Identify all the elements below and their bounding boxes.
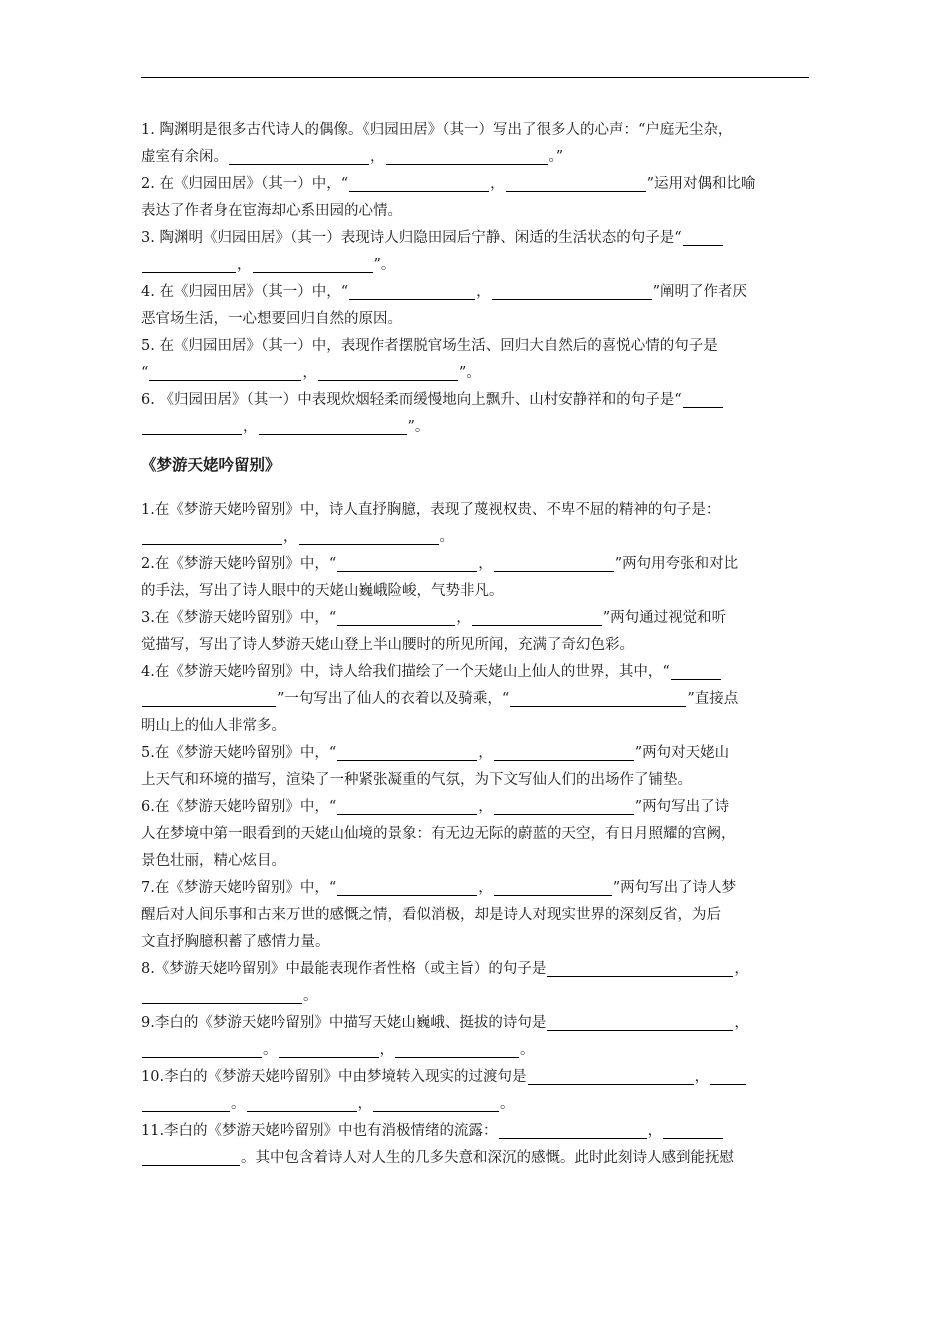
answer-blank[interactable]: [683, 231, 723, 246]
question-text: 1. 陶渊明是很多古代诗人的偶像。《归园田居》（其一）写出了很多人的心声：“户庭无尘杂，: [141, 122, 733, 138]
question-1-2: 2. 在《归园田居》（其一）中，“ ， ”运用对偶和比喻 表达了作者身在宦海却心系田园的心情。: [141, 176, 756, 219]
answer-blank[interactable]: [671, 665, 721, 680]
question-2-4: 4.在《梦游天姥吟留别》中，诗人给我们描绘了一个天姥山上仙人的世界，其中，“ ”一句写出了仙人的衣着以及骑乘，“ ”直接点 明山上的仙人非常多。: [141, 664, 739, 734]
header-rule: [141, 77, 809, 78]
question-2-3: 3.在《梦游天姥吟留别》中，“ ， ”两句通过视觉和听 觉描写，写出了诗人梦游天姥山登上半山腰时的所见所闻，充满了奇幻色彩。: [141, 610, 727, 653]
question-1-1: 1. 陶渊明是很多古代诗人的偶像。《归园田居》（其一）写出了很多人的心声：“户庭无尘杂， 虚室有余闲。 ， 。”: [141, 117, 809, 171]
question-2-11: 11.李白的《梦游天姥吟留别》中也有消极情绪的流露： ， 。其中包含着诗人对人生的几多失意和深沉的感慨。此时此刻诗人感到能抚慰: [141, 1123, 734, 1166]
question-2-9: 9.李白的《梦游天姥吟留别》中描写天姥山巍峨、挺拔的诗句是 ， 。 ， 。: [141, 1015, 749, 1058]
answer-blank[interactable]: [510, 692, 686, 707]
answer-blank[interactable]: [472, 611, 602, 626]
answer-blank[interactable]: [492, 285, 652, 300]
answer-blank[interactable]: [247, 1097, 357, 1112]
question-1-4: 4. 在《归园田居》（其一）中，“ ， ”阐明了作者厌 恶官场生活，一心想要回归自然的原因。: [141, 284, 748, 327]
question-2-1: 1.在《梦游天姥吟留别》中，诗人直抒胸臆，表现了蔑视权贵、不卑不屈的精神的句子是： ， 。: [141, 502, 721, 545]
answer-blank[interactable]: [337, 611, 455, 626]
answer-blank[interactable]: [494, 557, 614, 572]
answer-blank[interactable]: [337, 557, 477, 572]
answer-blank[interactable]: [318, 366, 458, 381]
answer-blank[interactable]: [547, 1016, 733, 1031]
answer-blank[interactable]: [253, 258, 373, 273]
answer-blank[interactable]: [337, 746, 477, 761]
answer-blank[interactable]: [506, 177, 646, 192]
answer-blank[interactable]: [494, 746, 634, 761]
answer-blank[interactable]: [149, 366, 301, 381]
answer-blank[interactable]: [337, 881, 477, 896]
answer-blank[interactable]: [259, 420, 407, 435]
answer-blank[interactable]: [499, 1124, 647, 1139]
question-2-2: 2.在《梦游天姥吟留别》中，“ ， ”两句用夸张和对比 的手法，写出了诗人眼中的天姥山巍峨险峻，气势非凡。: [141, 556, 739, 599]
question-2-8: 8.《梦游天姥吟留别》中最能表现作者性格（或主旨）的句子是 ， 。: [141, 961, 749, 1004]
answer-blank[interactable]: [142, 1043, 262, 1058]
answer-blank[interactable]: [528, 1070, 694, 1085]
answer-blank[interactable]: [337, 800, 477, 815]
answer-blank[interactable]: [229, 150, 369, 165]
question-1-3: 3. 陶渊明《归园田居》（其一）表现诗人归隐田园后宁静、闲适的生活状态的句子是“ ， ”。: [141, 225, 809, 279]
answer-blank[interactable]: [142, 420, 242, 435]
answer-blank[interactable]: [299, 530, 439, 545]
answer-blank[interactable]: [142, 530, 282, 545]
answer-blank[interactable]: [142, 692, 276, 707]
answer-blank[interactable]: [395, 1043, 519, 1058]
answer-blank[interactable]: [683, 393, 723, 408]
question-2-5: 5.在《梦游天姥吟留别》中，“ ， ”两句对天姥山 上天气和环境的描写，渲染了一种紧张凝重的气氛，为下文写仙人们的出场作了铺垫。: [141, 745, 730, 788]
answer-blank[interactable]: [494, 800, 634, 815]
answer-blank[interactable]: [710, 1070, 746, 1085]
answer-blank[interactable]: [349, 285, 475, 300]
question-2-7: 7.在《梦游天姥吟留别》中，“ ， ”两句写出了诗人梦 醒后对人间乐事和古来万世的感慨之情，看似消极，却是诗人对现实世界的深刻反省，为后 文直抒胸臆积蓄了感情力量。: [141, 880, 737, 950]
answer-blank[interactable]: [386, 150, 548, 165]
answer-blank[interactable]: [547, 962, 733, 977]
answer-blank[interactable]: [142, 258, 236, 273]
question-1-5: 5. 在《归园田居》（其一）中，表现作者摆脱官场生活、回归大自然后的喜悦心情的句子是 “ ， ”。: [141, 338, 718, 381]
answer-blank[interactable]: [142, 1097, 230, 1112]
answer-blank[interactable]: [494, 881, 612, 896]
answer-blank[interactable]: [663, 1124, 723, 1139]
question-2-10: 10.李白的《梦游天姥吟留别》中由梦境转入现实的过渡句是 ， 。 ， 。: [141, 1064, 809, 1118]
answer-blank[interactable]: [373, 1097, 499, 1112]
question-1-6: 6. 《归园田居》（其一）中表现炊烟轻柔而缓慢地向上飘升、山村安静祥和的句子是“ ， ”。: [141, 387, 809, 441]
section-title: 《梦游天姥吟留别》: [141, 456, 281, 474]
answer-blank[interactable]: [279, 1043, 379, 1058]
worksheet-body: [141, 117, 809, 1172]
answer-blank[interactable]: [142, 1151, 240, 1166]
question-2-6: 6.在《梦游天姥吟留别》中，“ ， ”两句写出了诗 人在梦境中第一眼看到的天姥山仙境的景象：有无边无际的蔚蓝的天空，有日月照耀的宫阙， 景色壮丽，精心炫目。: [141, 799, 736, 869]
answer-blank[interactable]: [142, 989, 302, 1004]
answer-blank[interactable]: [349, 177, 489, 192]
